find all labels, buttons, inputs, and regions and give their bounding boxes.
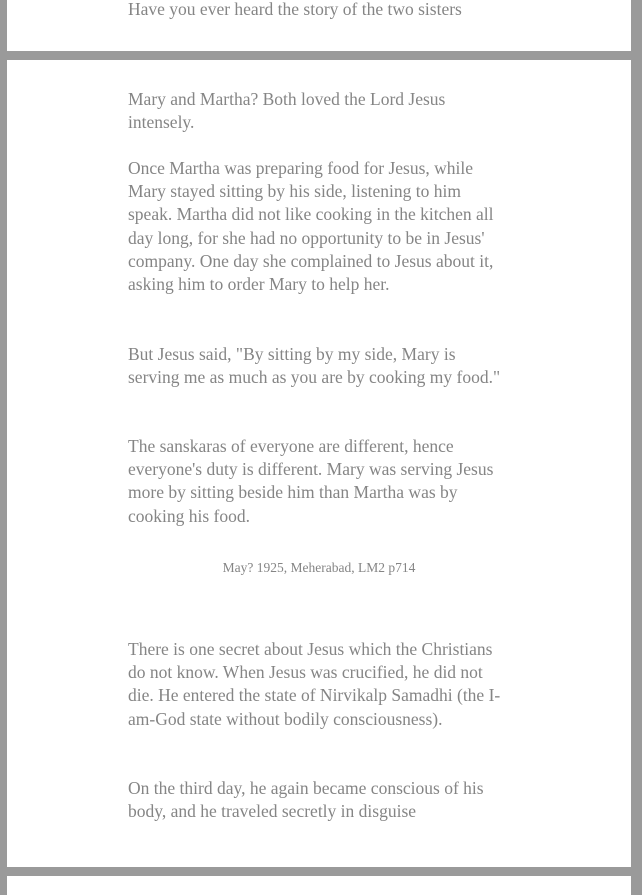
source-caption: May? 1925, Meherabad, LM2 p714 [222,560,416,575]
paragraph-jesus-secret: There is one secret about Jesus which the Christians do not know. When Jesus was crucified, he did not die. He entered the state of Nirvikalp Samadhi (the I-am-God state without bodily consciousness). [128,639,501,729]
paragraph-martha-preparing-food: Once Martha was preparing food for Jesus, while Mary stayed sitting by his side, listening to him speak. Martha did not like cooking in the kitchen all day long, for she had no opportunity to be in Jesus' company. One day she complained to Jesus about it, asking him to order Mary to help her. [128,158,494,295]
previous-page-last-line: Have you ever heard the story of the two sisters [128,0,462,19]
paragraph-sanskaras: The sanskaras of everyone are different, hence everyone's duty is different. Mary was serving Jesus more by sitting beside him than Martha was by cooking his food. [128,436,494,526]
previous-page [7,0,631,51]
current-page [7,60,631,867]
next-page [7,876,631,895]
paragraph-third-day: On the third day, he again became conscious of his body, and he traveled secretly in disguise [128,778,484,822]
paragraph-jesus-reply: But Jesus said, "By sitting by my side, Mary is serving me as much as you are by cooking my food." [128,344,501,388]
paragraph-mary-and-martha: Mary and Martha? Both loved the Lord Jesus intensely. [128,89,446,133]
